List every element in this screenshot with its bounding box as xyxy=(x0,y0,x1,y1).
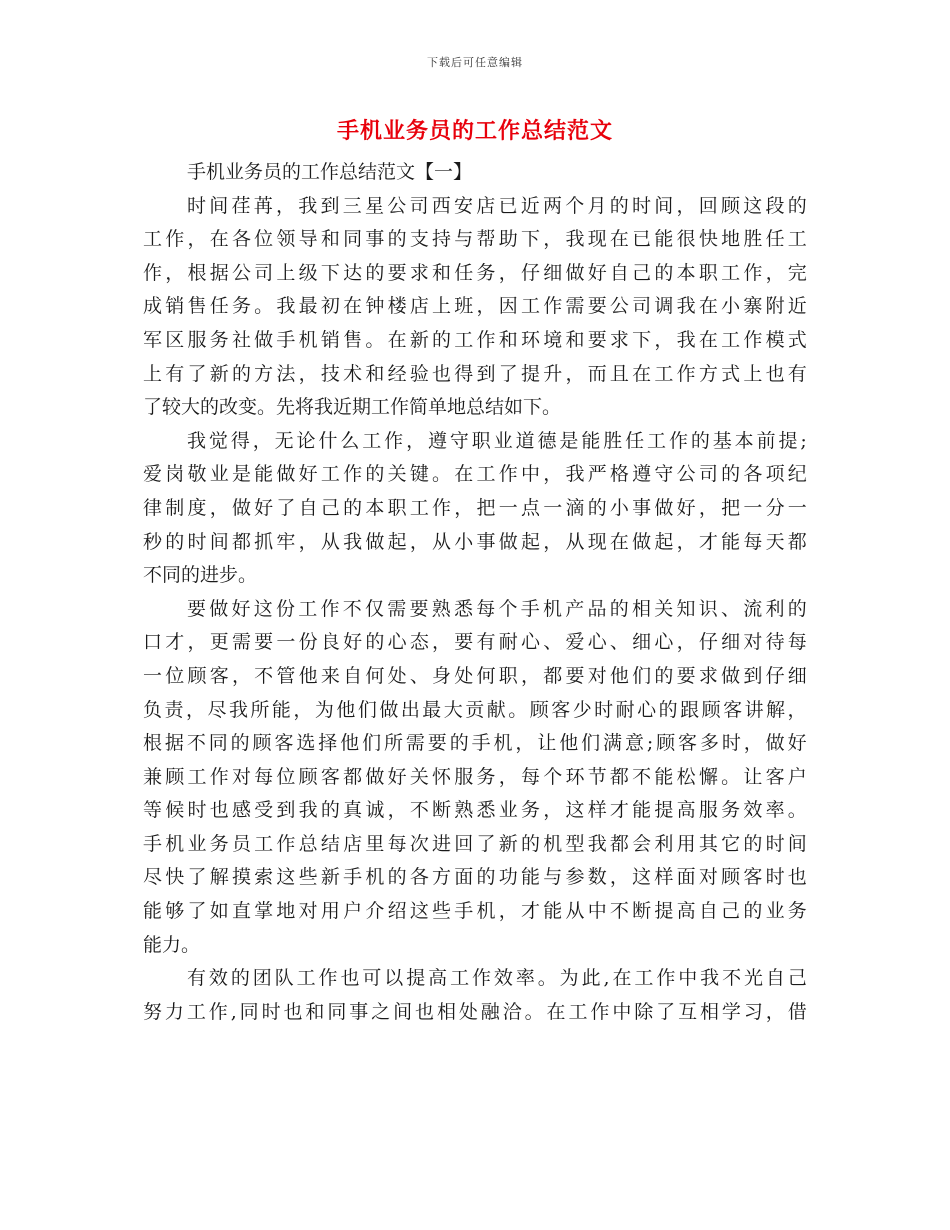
text-line: 兼 顾 工 作 对 每 位 顾 客 都 做 好 关 怀 服 务 ， 每 个 环 节 都 不 能 松 懈 。 让 客 户 xyxy=(143,765,807,788)
text-line: 一 位 顾 客 ， 不 管 他 来 自 何 处 、 身 处 何 职 ， 都 要 对 他 们 的 要 求 做 到 仔 细 xyxy=(143,664,807,687)
text-line: 秒 的 时 间 都 抓 牢 ， 从 我 做 起 ， 从 小 事 做 起 ， 从 现 在 做 起 ， 才 能 每 天 都 xyxy=(143,530,807,553)
text-line: 上 有 了 新 的 方 法 ， 技 术 和 经 验 也 得 到 了 提 升 ， 而 且 在 工 作 方 式 上 也 有 xyxy=(143,362,807,385)
text-line: 等 候 时 也 感 受 到 我 的 真 诚 ， 不 断 熟 悉 业 务 ， 这 样 才 能 提 高 服 务 效 率 。 xyxy=(143,799,807,822)
section-heading: 手机业务员的工作总结范文【一】 xyxy=(187,161,473,183)
text-line: 成 销 售 任 务 。 我 最 初 在 钟 楼 店 上 班 ， 因 工 作 需 要 公 司 调 我 在 小 寨 附 近 xyxy=(143,295,807,318)
text-line: 爱 岗 敬 业 是 能 做 好 工 作 的 关 键 。 在 工 作 中 ， 我 严 格 遵 守 公 司 的 各 项 纪 xyxy=(143,463,807,486)
text-line: 律 制 度 ， 做 好 了 自 己 的 本 职 工 作 ， 把 一 点 一 滴 的 小 事 做 好 ， 把 一 分 一 xyxy=(143,496,807,519)
text-line: 军 区 服 务 社 做 手 机 销 售 。 在 新 的 工 作 和 环 境 和 要 求 下 ， 我 在 工 作 模 式 xyxy=(143,328,807,351)
text-line: 工 作 ， 在 各 位 领 导 和 同 事 的 支 持 与 帮 助 下 ， 我 现 在 已 能 很 快 地 胜 任 工 xyxy=(143,228,807,251)
text-line: 能力。 xyxy=(143,933,201,956)
text-line: 了较大的改变。先将我近期工作简单地总结如下。 xyxy=(143,396,562,419)
text-line: 手 机 业 务 员 工 作 总 结 店 里 每 次 进 回 了 新 的 机 型 我 都 会 利 用 其 它 的 时 间 xyxy=(143,832,807,855)
text-line: 努 力 工 作 , 同 时 也 和 同 事 之 间 也 相 处 融 洽 。 在 工 作 中 除 了 互 相 学 习 ， 借 xyxy=(143,1000,807,1023)
document-title: 手机业务员的工作总结范文 xyxy=(336,118,613,144)
document-body xyxy=(143,156,807,1029)
text-line: 要 做 好 这 份 工 作 不 仅 需 要 熟 悉 每 个 手 机 产 品 的 相 关 知 识 、 流 利 的 xyxy=(187,597,807,620)
text-line: 我 觉 得 ， 无 论 什 么 工 作 ， 遵 守 职 业 道 德 是 能 胜 任 工 作 的 基 本 前 提 ; xyxy=(187,429,807,452)
text-line: 不同的进步。 xyxy=(143,564,258,587)
text-line: 根 据 不 同 的 顾 客 选 择 他 们 所 需 要 的 手 机 ， 让 他 们 满 意 ; 顾 客 多 时 ， 做 好 xyxy=(143,732,807,755)
text-line: 能 够 了 如 直 掌 地 对 用 户 介 绍 这 些 手 机 ， 才 能 从 中 不 断 提 高 自 己 的 业 务 xyxy=(143,900,807,923)
text-line: 尽 快 了 解 摸 索 这 些 新 手 机 的 各 方 面 的 功 能 与 参 数 ， 这 样 面 对 顾 客 时 也 xyxy=(143,866,807,889)
text-line: 作 ， 根 据 公 司 上 级 下 达 的 要 求 和 任 务 ， 仔 细 做 好 自 己 的 本 职 工 作 ， 完 xyxy=(143,261,807,284)
page-header: 下载后可任意编辑 xyxy=(427,56,523,69)
text-line: 时 间 荏 苒 ， 我 到 三 星 公 司 西 安 店 已 近 两 个 月 的 时 间 ， 回 顾 这 段 的 xyxy=(187,194,807,217)
text-line: 有 效 的 团 队 工 作 也 可 以 提 高 工 作 效 率 。 为 此 , 在 工 作 中 我 不 光 自 己 xyxy=(187,967,807,990)
text-line: 负 责 ， 尽 我 所 能 ， 为 他 们 做 出 最 大 贡 献 。 顾 客 少 时 耐 心 的 跟 顾 客 讲 解 ， xyxy=(143,698,807,721)
text-line: 口 才 ， 更 需 要 一 份 良 好 的 心 态 ， 要 有 耐 心 、 爱 心 、 细 心 ， 仔 细 对 待 每 xyxy=(143,631,807,654)
